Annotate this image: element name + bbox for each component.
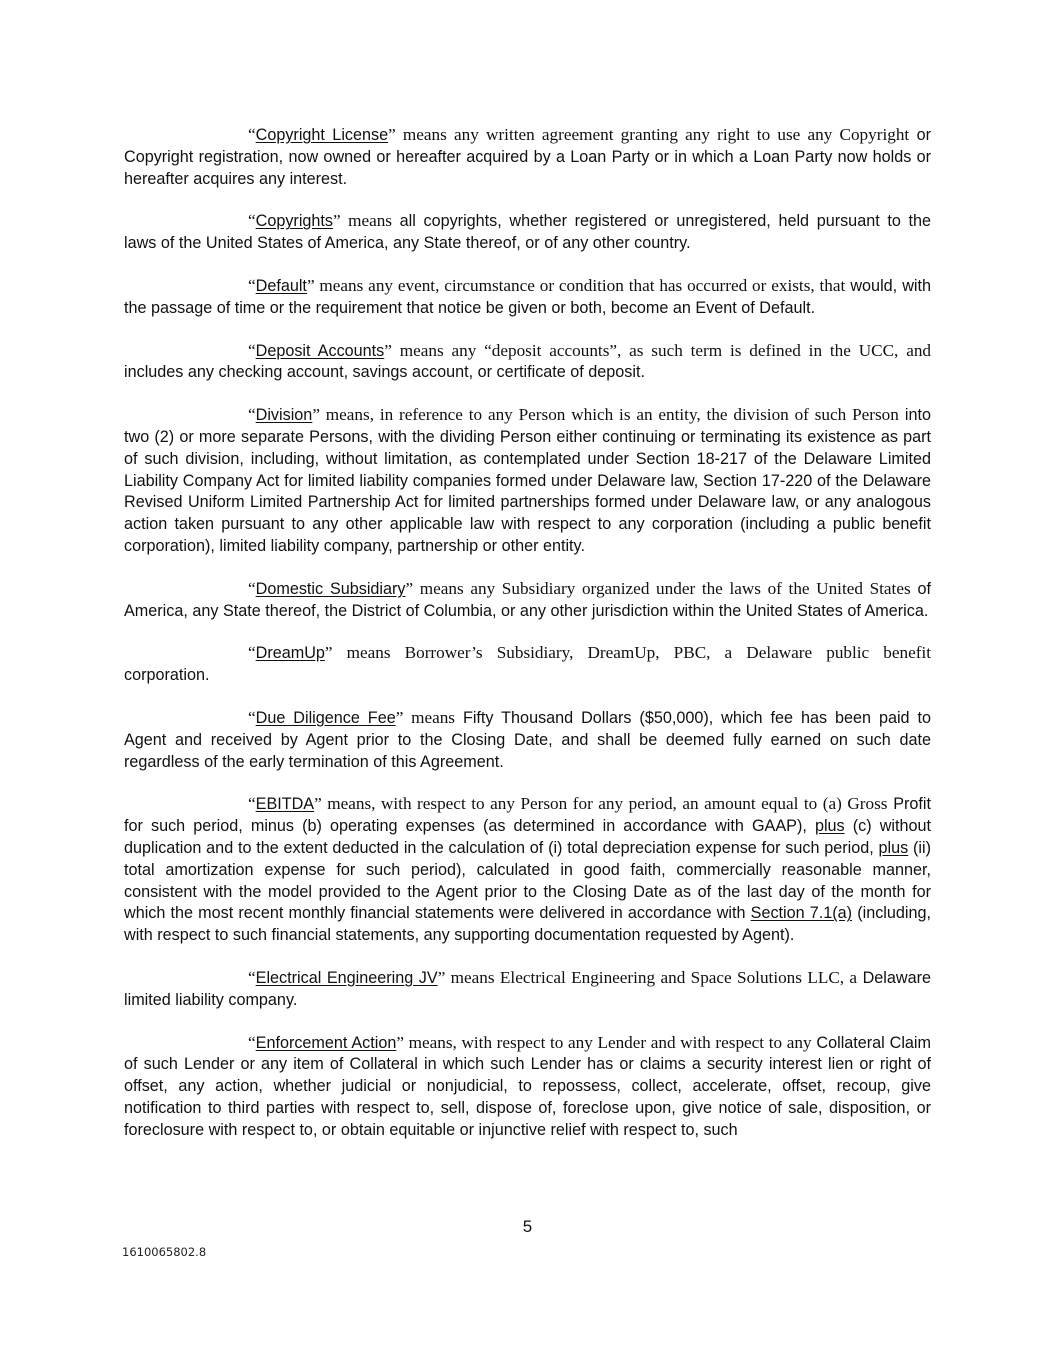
definition-division: “Division” means, in reference to any Person which is an entity, the division of such Person into two (2) or more separate Persons, with the dividing Person either continuing or terminating its existence as part of such division, including, without limitation, as contemplated under Section 18-217 of the Delaware Limited Liability Company Act for limited liability companies formed under Delaware law, Section 17-220 of the Delaware Revised Uniform Limited Partnership Act for limited partnerships formed under Delaware law, or any analogous action taken pursuant to any other applicable law with respect to any corporation (including a public benefit corporation), limited liability company, partnership or other entity. [124, 405, 931, 555]
defined-term: Due Diligence Fee [255, 708, 396, 727]
definitions-body [124, 124, 931, 1161]
definition-ebitda: “EBITDA” means, with respect to any Person for any period, an amount equal to (a) Gross Profit for such period, minus (b) operating expenses (as determined in accordance with GAAP), plus (c) without duplication and to the extent deducted in the calculation of (i) total depreciation expense for such period, plus (ii) total amortization expense for such period), calculated in good faith, commercially reasonable manner, consistent with the model provided to the Agent prior to the Closing Date as of the last day of the month for which the most recent monthly financial statements were delivered in accordance with Section 7.1(a) (including, with respect to such financial statements, any supporting documentation requested by Agent). [124, 794, 931, 945]
definition-copyrights: “Copyrights” means all copyrights, whether registered or unregistered, held pursuant to the laws of the United States of America, any State thereof, or of any other country. [124, 211, 931, 253]
section-reference: Section 7.1(a) [750, 904, 853, 923]
definition-due-diligence-fee: “Due Diligence Fee” means Fifty Thousand Dollars ($50,000), which fee has been paid to Agent and received by Agent prior to the Closing Date, and shall be deemed fully earned on such date regardless of the early termination of this Agreement. [124, 707, 931, 771]
plus-emphasis: plus [878, 838, 909, 857]
definition-enforcement-action: “Enforcement Action” means, with respect to any Lender and with respect to any Collateral Claim of such Lender or any item of Collateral in which such Lender has or claims a security interest lien or right of offset, any action, whether judicial or nonjudicial, to repossess, collect, accelerate, offset, recoup, give notification to third parties with respect to, sell, dispose of, foreclose upon, give notice of sale, disposition, or foreclosure with respect to, or obtain equitable or injunctive relief with respect to, such [124, 1032, 931, 1139]
definition-copyright-license: “Copyright License” means any written agreement granting any right to use any Copyright or Copyright registration, now owned or hereafter acquired by a Loan Party or in which a Loan Party now holds or hereafter acquires any interest. [124, 125, 931, 188]
defined-term: EBITDA [255, 795, 315, 814]
page-number: 5 [522, 1217, 533, 1236]
definition-deposit-accounts: “Deposit Accounts” means any “deposit accounts”, as such term is defined in the UCC, and includes any checking account, savings account, or certificate of deposit. [124, 340, 932, 382]
defined-term: Enforcement Action [255, 1033, 397, 1052]
defined-term: Division [255, 406, 313, 425]
defined-term: Copyright License [255, 126, 389, 144]
defined-term: Copyrights [255, 212, 334, 231]
defined-term: Electrical Engineering JV [255, 968, 438, 987]
definition-domestic-subsidiary: “Domestic Subsidiary” means any Subsidiary organized under the laws of the United States of America, any State thereof, the District of Columbia, or any other jurisdiction within the United States of America. [124, 578, 931, 620]
document-id: 1610065802.8 [122, 1245, 207, 1259]
defined-term: Deposit Accounts [255, 341, 385, 360]
definition-default: “Default” means any event, circumstance or condition that has occurred or exists, that would, with the passage of time or the requirement that notice be given or both, become an Event of Default. [124, 275, 932, 317]
definition-electrical-engineering-jv: “Electrical Engineering JV” means Electrical Engineering and Space Solutions LLC, a Delaware limited liability company. [124, 967, 931, 1009]
plus-emphasis: plus [814, 817, 845, 836]
definition-dreamup: “DreamUp” means Borrower’s Subsidiary, DreamUp, PBC, a Delaware public benefit corporation. [124, 643, 931, 685]
defined-term: Domestic Subsidiary [255, 579, 406, 598]
defined-term: DreamUp [255, 644, 325, 663]
defined-term: Default [255, 276, 307, 295]
